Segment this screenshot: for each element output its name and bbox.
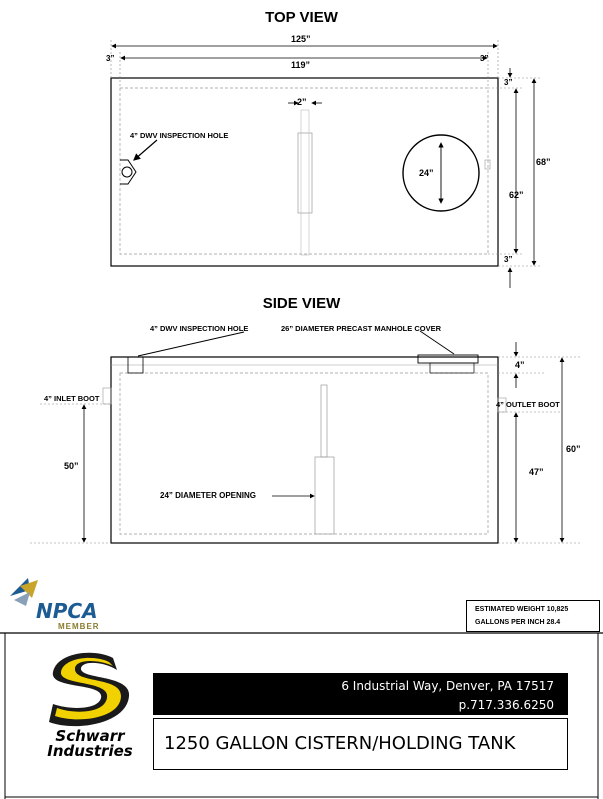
side-opening [315, 457, 334, 534]
dim-overall-width: 68” [536, 157, 551, 167]
npca-text: NPCA [36, 599, 98, 623]
tank-name-box [153, 718, 568, 770]
address-bar [153, 673, 568, 715]
dim-inner-length: 119” [291, 60, 311, 70]
npca-member-text: MEMBER [58, 622, 100, 631]
dim-manhole: 24” [419, 168, 434, 178]
dim-wall-right: 3” [480, 54, 489, 63]
dim-wall-left: 3” [106, 54, 115, 63]
spec-gallons: GALLONS PER INCH 28.4 [475, 619, 561, 626]
dim-inlet-height: 50” [64, 461, 79, 471]
dim-wall-top: 3” [504, 78, 513, 87]
dim-lid: 4” [515, 360, 525, 370]
npca-badge [8, 576, 108, 632]
dim-overall-length: 125” [291, 34, 311, 44]
brand-line2: Industries [47, 742, 133, 760]
dim-outlet-height: 47” [529, 467, 544, 477]
side-outlet-label: 4” OUTLET BOOT [496, 400, 560, 409]
company-logo [30, 650, 150, 760]
phone-text: p.717.336.6250 [458, 698, 554, 712]
top-inspection-label: 4” DWV INSPECTION HOLE [130, 131, 229, 140]
side-manhole-cover [418, 355, 478, 363]
side-manhole-label: 26” DIAMETER PRECAST MANHOLE COVER [281, 324, 442, 333]
side-view-drawing [30, 331, 580, 543]
tank-name: 1250 GALLON CISTERN/HOLDING TANK [164, 733, 516, 754]
side-inlet-label: 4” INLET BOOT [44, 394, 100, 403]
dim-total-height: 60” [566, 444, 581, 454]
top-view-title: TOP VIEW [265, 9, 338, 26]
side-opening-label: 24” DIAMETER OPENING [160, 491, 257, 500]
side-tank-inner [120, 373, 488, 534]
address-text: 6 Industrial Way, Denver, PA 17517 [341, 679, 554, 693]
brand-line1: Schwarr [55, 727, 125, 745]
specs-box [466, 600, 600, 632]
dim-baffle-width: 2” [297, 97, 307, 107]
dim-inner-width: 62” [509, 190, 524, 200]
top-view-drawing [111, 40, 540, 288]
dim-wall-bottom: 3” [504, 255, 513, 264]
top-baffle [298, 133, 312, 213]
side-inspection-label: 4” DWV INSPECTION HOLE [150, 324, 249, 333]
spec-weight: ESTIMATED WEIGHT 10,825 [475, 606, 569, 613]
schwarr-s-icon [35, 650, 145, 730]
side-tank-outline [111, 357, 498, 543]
side-view-title: SIDE VIEW [262, 295, 341, 312]
